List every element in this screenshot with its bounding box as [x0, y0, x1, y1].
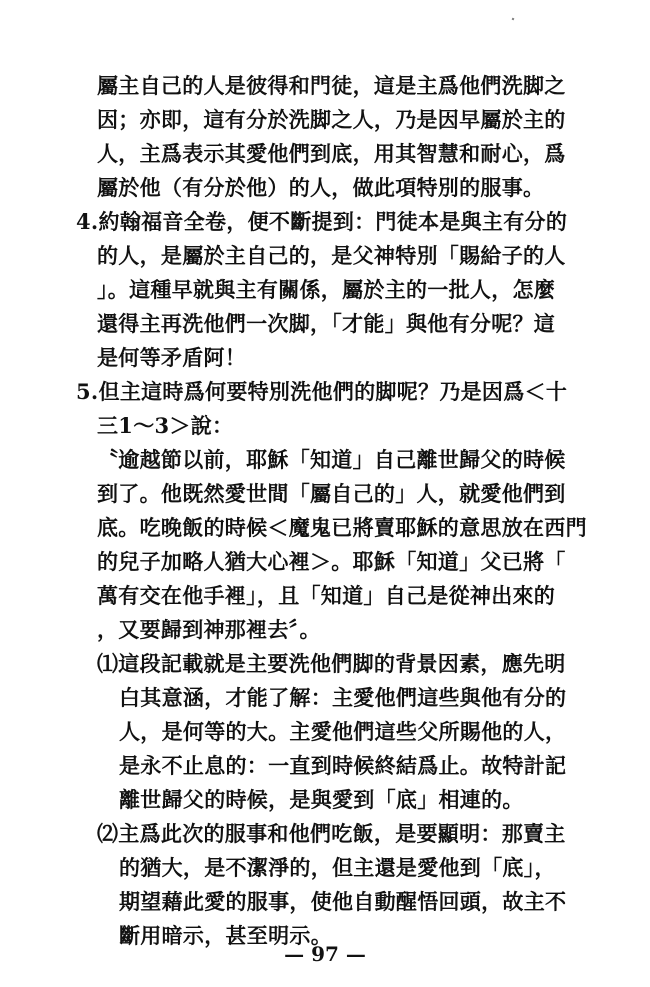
text-line-6: 的人，是屬於主自己的，是父神特別「賜給子的人 — [97, 243, 566, 268]
text-line-11: 三1～3＞說： — [97, 413, 234, 438]
text-line-25: 期望藉此愛的服事，使他自動醒悟回頭，故主不 — [119, 889, 567, 914]
text-line-20: 人，是何等的大。主愛他們這些父所賜他的人， — [119, 719, 567, 744]
text-line-15: 的兒子加略人猶大心裡＞。耶穌「知道」父已將「 — [97, 549, 566, 574]
text-line-23: ⑵主爲此次的服事和他們吃飯，是要顯明：那賣主 — [97, 821, 566, 846]
text-line-19: 白其意涵，才能了解：主愛他們這些與他有分的 — [119, 685, 567, 710]
text-line-14: 底。吃晚飯的時候＜魔鬼已將賣耶穌的意思放在西門 — [97, 515, 587, 540]
text-line-5: 4.約翰福音全卷，便不斷提到：門徒本是與主有分的 — [76, 209, 568, 234]
text-line-17: ，又要歸到神那裡去〞。 — [97, 617, 321, 642]
text-line-9: 是何等矛盾阿！ — [97, 345, 247, 370]
text-line-12: 〝逾越節以前，耶穌「知道」自己離世歸父的時候 — [97, 447, 566, 472]
text-line-3: 人，主爲表示其愛他們到底，用其智慧和耐心，爲 — [97, 141, 566, 166]
text-line-18: ⑴這段記載就是主要洗他們脚的背景因素，應先明 — [97, 651, 566, 676]
text-line-10: 5.但主這時爲何要特別洗他們的脚呢？乃是因爲＜十 — [76, 379, 568, 404]
text-line-22: 離世歸父的時候，是與愛到「底」相連的。 — [119, 787, 524, 812]
page-number: — 97 — — [284, 942, 366, 966]
text-line-7: 」。這種早就與主有關係，屬於主的一批人，怎麼 — [97, 277, 556, 302]
text-line-26: 斷用暗示，甚至明示。 — [119, 923, 332, 948]
text-line-13: 到了。他既然愛世間「屬自己的」人，就愛他們到 — [97, 481, 566, 506]
scan-speck — [512, 18, 515, 21]
text-line-21: 是永不止息的：一直到時候終結爲止。故特計記 — [119, 753, 567, 778]
text-line-4: 屬於他（有分於他）的人，做此項特別的服事。 — [97, 175, 545, 200]
text-line-16: 萬有交在他手裡」，且「知道」自己是從神出來的 — [97, 583, 556, 608]
text-line-24: 的猶大，是不潔淨的，但主還是愛他到「底」， — [119, 855, 556, 880]
text-line-1: 屬主自己的人是彼得和門徒，這是主爲他們洗脚之 — [97, 73, 566, 98]
text-line-8: 還得主再洗他們一次脚，「才能」與他有分呢？這 — [97, 311, 556, 336]
text-line-2: 因；亦即，這有分於洗脚之人，乃是因早屬於主的 — [97, 107, 566, 132]
